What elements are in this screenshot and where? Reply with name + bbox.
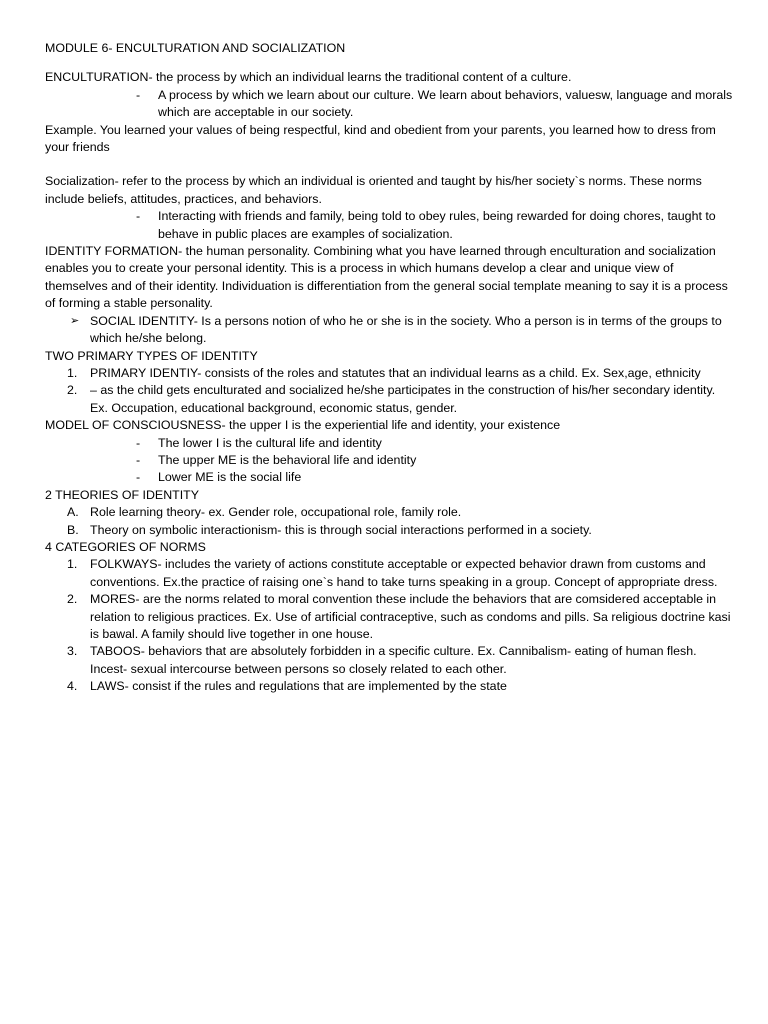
list-marker: 3. — [67, 644, 78, 659]
list-marker: 2. — [67, 592, 78, 607]
list-item-text: LAWS- consist if the rules and regulations that are implemented by the state — [90, 679, 507, 694]
list-item-text: The upper ME is the behavioral life and identity — [158, 452, 417, 467]
list-item — [45, 556, 733, 591]
list-item-text: The lower I is the cultural life and identity — [158, 435, 382, 450]
social-identity-item — [45, 313, 733, 348]
list-item — [45, 452, 733, 469]
bullet-marker: - — [136, 87, 141, 102]
module-title: MODULE 6- ENCULTURATION AND SOCIALIZATION — [45, 41, 346, 55]
list-item-text: Theory on symbolic interactionism- this is through social interactions performed in a society. — [90, 522, 592, 537]
categories-of-norms-heading: 4 CATEGORIES OF NORMS — [45, 539, 206, 554]
identity-formation-definition: IDENTITY FORMATION- the human personality. Combining what you have learned through enculturation and socialization enables you to create your personal identity. This is a process in which humans develop a clear and unique view of themselves and of their identity. Individuation is differentiation from the general social template meaning to say it is a process of forming a stable personality. — [45, 244, 728, 311]
list-marker: 2. — [67, 383, 78, 398]
list-item-text: Lower ME is the social life — [158, 470, 302, 485]
list-marker: 1. — [67, 557, 78, 572]
list-item — [45, 504, 733, 521]
list-item — [45, 591, 733, 643]
list-marker: A. — [67, 505, 79, 520]
bullet-marker: - — [136, 209, 141, 224]
list-item — [45, 382, 733, 417]
list-item — [45, 643, 733, 678]
social-identity-text: SOCIAL IDENTITY- Is a persons notion of who he or she is in the society. Who a person is in terms of the groups to which he/she belong. — [90, 313, 722, 346]
enculturation-definition: ENCULTURATION- the process by which an individual learns the traditional content of a culture. — [45, 70, 572, 85]
socialization-definition: Socialization- refer to the process by which an individual is oriented and taught by his/her society`s norms. These norms include beliefs, attitudes, practices, and behaviors. — [45, 174, 702, 206]
two-primary-types-heading: TWO PRIMARY TYPES OF IDENTITY — [45, 348, 258, 363]
list-item-text: PRIMARY IDENTIY- consists of the roles and statutes that an individual learns as a child. Ex. Sex,age, ethnicity — [90, 365, 701, 380]
theories-of-identity-heading: 2 THEORIES OF IDENTITY — [45, 487, 199, 502]
list-marker: B. — [67, 522, 79, 537]
list-marker: 1. — [67, 365, 78, 380]
document-body — [45, 40, 733, 696]
arrow-bullet-icon: ➢ — [70, 314, 80, 327]
list-item-text: MORES- are the norms related to moral convention these include the behaviors that are comsidered acceptable in relation to religious practices. Ex. Use of artificial contraceptive, such as condoms and pills. Sa religious doctrine kasi is bawal. A family should live together in one house. — [90, 592, 731, 641]
bullet-marker: - — [136, 435, 141, 450]
bullet-marker: - — [136, 470, 141, 485]
list-item-text: – as the child gets enculturated and socialized he/she participates in the construction of his/her secondary identity. Ex. Occupation, educational background, economic status, gender. — [90, 383, 716, 415]
list-item-text: Role learning theory- ex. Gender role, occupational role, family role. — [90, 505, 462, 520]
list-item — [45, 522, 733, 539]
model-of-consciousness-heading: MODEL OF CONSCIOUSNESS- the upper I is the experiential life and identity, your existence — [45, 418, 561, 433]
bullet-marker: - — [136, 452, 141, 467]
paragraph-spacer — [45, 156, 733, 173]
bullet-text: A process by which we learn about our culture. We learn about behaviors, valuesw, language and morals which are acceptable in our society. — [158, 87, 733, 120]
list-item — [45, 469, 733, 486]
list-item-text: TABOOS- behaviors that are absolutely forbidden in a specific culture. Ex. Cannibalism- eating of human flesh. Incest- sexual intercourse between persons so closely related to each other. — [90, 644, 697, 676]
list-item — [45, 365, 733, 382]
list-item — [45, 678, 733, 695]
socialization-bullet — [45, 208, 733, 243]
enculturation-example: Example. You learned your values of being respectful, kind and obedient from your parents, you learned how to dress from your friends — [45, 122, 716, 155]
list-item-text: FOLKWAYS- includes the variety of actions constitute acceptable or expected behavior drawn from customs and conventions. Ex.the practice of raising one`s hand to take turns speaking in a group. Concept of appropriate dress. — [90, 557, 718, 589]
list-item — [45, 435, 733, 452]
bullet-text: Interacting with friends and family, being told to obey rules, being rewarded for doing chores, taught to behave in public places are examples of socialization. — [158, 209, 716, 241]
enculturation-bullet — [45, 87, 733, 122]
list-marker: 4. — [67, 679, 78, 694]
